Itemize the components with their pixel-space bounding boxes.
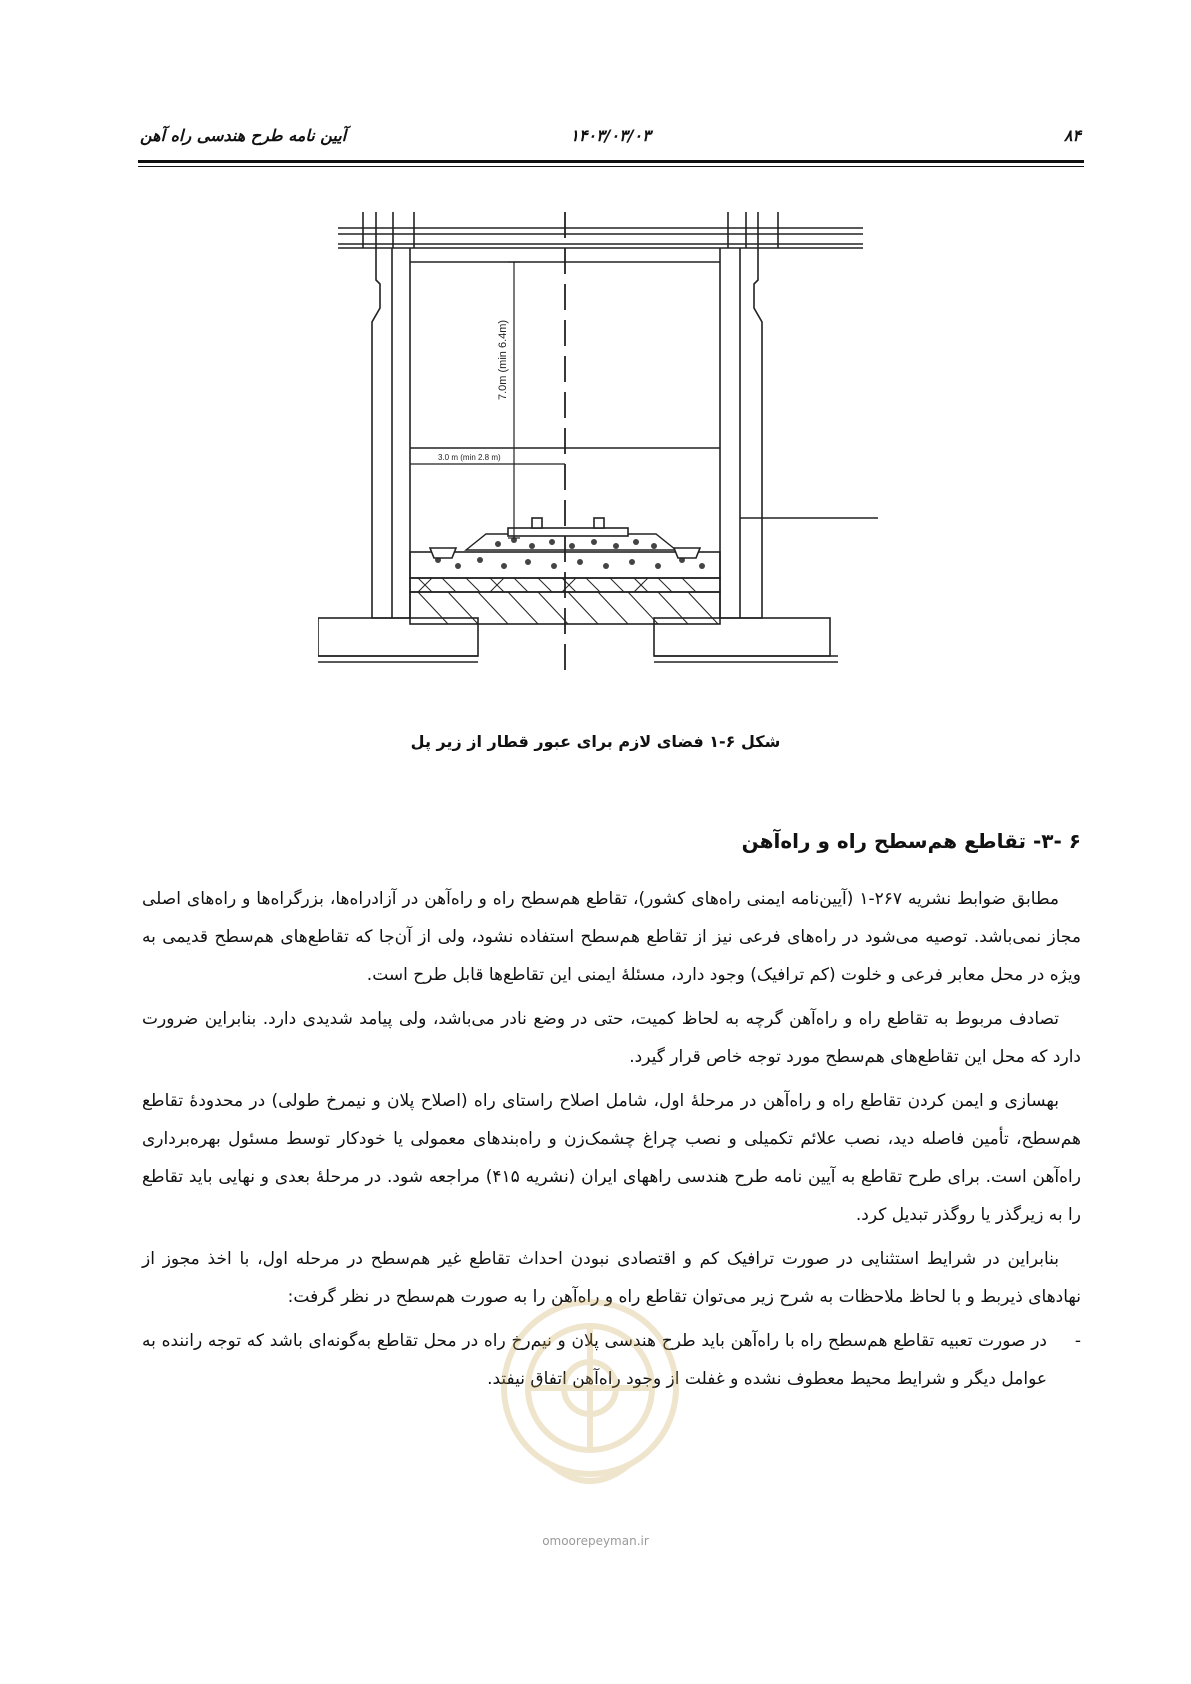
vertical-dimension-label: 7.0m (min 6.4m) — [497, 319, 509, 400]
figure-caption: شکل ۶-۱ فضای لازم برای عبور قطار از زیر پل — [410, 732, 781, 751]
horizontal-dimension-label: 3.0 m (min 2.8 m) — [438, 453, 501, 462]
watermark-url: omoorepeyman.ir — [542, 1534, 649, 1548]
paragraph: بنابراین در شرایط استثنایی در صورت ترافیک کم و اقتصادی نبودن احداث تقاطع غیر هم‌سطح در مرحله اول، با اخذ مجوز از نهادهای ذیربط و با لحاظ ملاحظات به شرح زیر می‌توان تقاطع راه و راه‌آهن را به صورت هم‌سطح در نظر گرفت: — [142, 1249, 1081, 1307]
header-rule-thin — [138, 166, 1084, 167]
bridge-clearance-drawing — [318, 212, 888, 724]
list-item-text: در صورت تعبیه تقاطع هم‌سطح راه با راه‌آهن باید طرح هندسی پلان و نیم‌رخ راه در محل تقاطع به‌گونه‌ای باشد که توجه راننده به عوامل دیگر و شرایط محیط معطوف نشده و غفلت از وجود راه‌آهن اتفاق نیفتد. — [142, 1331, 1047, 1389]
paragraph: مطابق ضوابط نشریه ۲۶۷-۱ (آیین‌نامه ایمنی راه‌های کشور)، تقاطع هم‌سطح راه و راه‌آهن در آزادراه‌ها، بزرگراه‌ها و راه‌های اصلی مجاز نمی‌باشد. توصیه می‌شود در راه‌های فرعی نیز از تقاطع هم‌سطح استفاده نشود، ولی از آن‌جا که تقاطع‌های هم‌سطح قدیمی به ویژه در محل معابر فرعی و خلوت (کم ترافیک) وجود دارد، مسئلهٔ ایمنی این تقاطع‌ها قابل طرح است. — [142, 889, 1081, 985]
header-rule-thick — [138, 160, 1084, 163]
paragraph: بهسازی و ایمن کردن تقاطع راه و راه‌آهن در مرحلهٔ اول، شامل اصلاح راستای راه (اصلاح پلان و نیمرخ طولی) در محدودهٔ تقاطع هم‌سطح، تأمین فاصله دید، نصب علائم تکمیلی و نصب چراغ چشمک‌زن و راه‌بندهای معمولی یا خودکار توسط مسئول بهره‌برداری راه‌آهن است. برای طرح تقاطع به آیین نامه طرح هندسی راههای ایران (نشریه ۴۱۵) مراجعه شود. در مرحلهٔ بعدی و نهایی باید تقاطع را به زیرگذر یا روگذر تبدیل کرد. — [142, 1091, 1081, 1225]
paragraph: تصادف مربوط به تقاطع راه و راه‌آهن گرچه به لحاظ کمیت، حتی در وضع نادر می‌باشد، ولی پیامد شدیدی دارد. بنابراین ضرورت دارد که محل این تقاطع‌های هم‌سطح مورد توجه خاص قرار گیرد. — [142, 1009, 1081, 1067]
page-number: ۸۴ — [1063, 126, 1081, 145]
watermark-seal-icon — [490, 1268, 690, 1508]
section-heading: ۶ -۳- تقاطع هم‌سطح راه و راه‌آهن — [741, 829, 1081, 853]
list-marker: - — [1074, 1331, 1081, 1351]
book-title: آیین نامه طرح هندسی راه آهن — [140, 126, 347, 145]
header-date: ۱۴۰۳/۰۳/۰۳ — [570, 126, 651, 145]
page-header — [140, 126, 1081, 156]
